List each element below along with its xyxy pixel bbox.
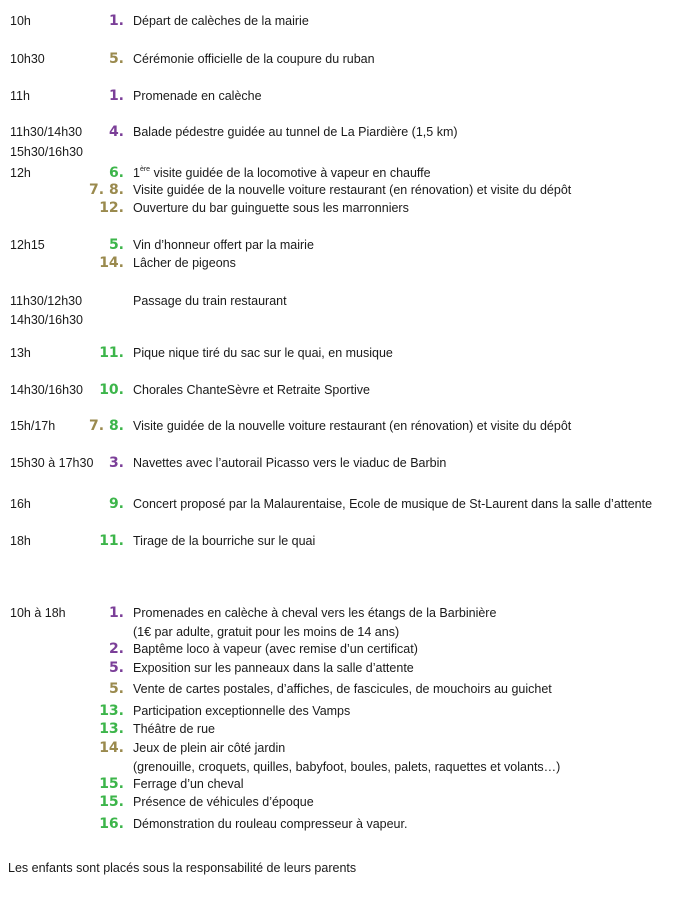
activity-number-part: 5. <box>108 51 124 67</box>
activity-description <box>133 346 393 361</box>
activity-number <box>34 383 124 398</box>
activity-number-part: 8. <box>108 418 124 434</box>
activity-text: Passage du train restaurant <box>133 294 287 308</box>
activity-number <box>34 419 124 434</box>
activity-text: Pique nique tiré du sac sur le quai, en musique <box>133 346 393 360</box>
activity-number <box>34 166 124 181</box>
activity-number-part: 7. <box>89 418 105 434</box>
activity-number-part: 5. <box>108 237 124 253</box>
schedule-time: 12h15 <box>10 238 45 252</box>
activity-description <box>133 642 418 657</box>
activity-number <box>34 346 124 361</box>
activity-number-part: 2. <box>108 641 124 657</box>
activity-number <box>34 741 124 756</box>
activity-description <box>133 497 652 512</box>
activity-description <box>133 456 446 471</box>
activity-description <box>133 777 243 792</box>
activity-number <box>34 795 124 810</box>
activity-text: Promenades en calèche à cheval vers les étangs de la Barbinière <box>133 606 497 620</box>
activity-text: Chorales ChanteSèvre et Retraite Sportive <box>133 383 370 397</box>
activity-text: Promenade en calèche <box>133 89 262 103</box>
activity-description <box>133 606 496 621</box>
activity-text: Présence de véhicules d’époque <box>133 795 314 809</box>
activity-text: Démonstration du rouleau compresseur à vapeur. <box>133 817 408 831</box>
schedule-time: 12h <box>10 166 31 180</box>
activity-description <box>133 89 262 104</box>
schedule-time: 15h/17h <box>10 419 56 433</box>
activity-text: Participation exceptionnelle des Vamps <box>133 704 351 718</box>
activity-number-part: 13. <box>99 721 124 737</box>
activity-description <box>133 760 560 775</box>
activity-number <box>34 125 124 140</box>
activity-number <box>34 14 124 29</box>
activity-number-part: 7. <box>89 182 105 198</box>
schedule-time: 14h30/16h30 <box>10 313 83 327</box>
schedule-time: 15h30 à 17h30 <box>10 456 94 470</box>
activity-number-part: 10. <box>99 382 124 398</box>
activity-number-part: 1. <box>108 88 124 104</box>
activity-number-part: 14. <box>99 255 124 271</box>
activity-description <box>133 661 414 676</box>
activity-description <box>133 183 571 198</box>
activity-number <box>34 89 124 104</box>
activity-text: Baptême loco à vapeur (avec remise d’un certificat) <box>133 642 418 656</box>
activity-description <box>133 125 458 140</box>
schedule-time: 16h <box>10 497 31 511</box>
activity-number <box>34 661 124 676</box>
activity-number-part: 9. <box>108 496 124 512</box>
activity-description <box>133 795 314 810</box>
activity-description <box>133 534 315 549</box>
activity-number <box>34 682 124 697</box>
schedule-time: 18h <box>10 534 31 548</box>
activity-number-part: 4. <box>108 124 124 140</box>
activity-number <box>34 606 124 621</box>
activity-description <box>133 238 314 253</box>
activity-number-part: 13. <box>99 703 124 719</box>
activity-description <box>133 817 407 832</box>
activity-number <box>34 722 124 737</box>
activity-description <box>133 294 287 309</box>
activity-number <box>34 817 124 832</box>
activity-text: Exposition sur les panneaux dans la salle d’attente <box>133 661 414 675</box>
activity-text: Jeux de plein air côté jardin <box>133 741 286 755</box>
activity-number-part: 11. <box>99 345 124 361</box>
schedule-time: 13h <box>10 346 31 360</box>
activity-description <box>133 383 370 398</box>
activity-text: Ferrage d’un cheval <box>133 777 244 791</box>
activity-description <box>133 14 309 29</box>
activity-number-part: 5. <box>108 681 124 697</box>
activity-number-part: 14. <box>99 740 124 756</box>
activity-description <box>133 722 215 737</box>
activity-text: visite guidée de la locomotive à vapeur en chauffe <box>153 166 431 180</box>
activity-number-part: 1. <box>108 605 124 621</box>
activity-text: Ouverture du bar guinguette sous les marronniers <box>133 201 409 215</box>
activity-text: Vente de cartes postales, d’affiches, de fascicules, de mouchoirs au guichet <box>133 682 552 696</box>
schedule-time: 11h30/14h30 <box>10 125 83 139</box>
activity-description <box>133 625 399 640</box>
schedule-time: 10h30 <box>10 52 45 66</box>
activity-description <box>133 419 571 434</box>
activity-number <box>34 497 124 512</box>
activity-number <box>34 777 124 792</box>
activity-text: Concert proposé par la Malaurentaise, Ecole de musique de St-Laurent dans la salle d’attente <box>133 497 653 511</box>
schedule-time: 11h30/12h30 <box>10 294 83 308</box>
activity-number-part: 15. <box>99 794 124 810</box>
activity-description <box>133 256 236 271</box>
activity-text: Visite guidée de la nouvelle voiture restaurant (en rénovation) et visite du dépôt <box>133 183 572 197</box>
activity-text: Tirage de la bourriche sur le quai <box>133 534 316 548</box>
activity-text: Théâtre de rue <box>133 722 215 736</box>
activity-number-part: 6. <box>108 165 124 181</box>
activity-text: Départ de calèches de la mairie <box>133 14 309 28</box>
ordinal-suffix: ère <box>139 166 151 173</box>
activity-number <box>34 256 124 271</box>
activity-number-part: 8. <box>108 182 124 198</box>
activity-number <box>34 704 124 719</box>
activity-text: Vin d’honneur offert par la mairie <box>133 238 314 252</box>
activity-text: Navettes avec l’autorail Picasso vers le viaduc de Barbin <box>133 456 447 470</box>
activity-number-part: 5. <box>108 660 124 676</box>
activity-text: Balade pédestre guidée au tunnel de La Piardière (1,5 km) <box>133 125 458 139</box>
activity-text: Lâcher de pigeons <box>133 256 236 270</box>
activity-number-part: 3. <box>108 455 124 471</box>
ordinal-number: 1 <box>133 166 140 180</box>
activity-number <box>34 534 124 549</box>
activity-text: (1€ par adulte, gratuit pour les moins de 14 ans) <box>133 625 400 639</box>
activity-description <box>133 166 431 181</box>
activity-description <box>133 704 350 719</box>
activity-number <box>34 201 124 216</box>
activity-number-part: 12. <box>99 200 124 216</box>
activity-number-part: 16. <box>99 816 124 832</box>
activity-number <box>34 456 124 471</box>
activity-number-part: 15. <box>99 776 124 792</box>
activity-description <box>133 201 409 216</box>
schedule-time: 11h <box>10 89 30 103</box>
schedule-time: 10h <box>10 14 31 28</box>
activity-description <box>133 741 285 756</box>
activity-number <box>34 183 124 198</box>
schedule-time: 15h30/16h30 <box>10 145 83 159</box>
activity-text: (grenouille, croquets, quilles, babyfoot, boules, palets, raquettes et volants…) <box>133 760 561 774</box>
activity-description <box>133 682 552 697</box>
activity-text: Cérémonie officielle de la coupure du ruban <box>133 52 375 66</box>
activity-number-part: 1. <box>108 13 124 29</box>
footer-note: Les enfants sont placés sous la responsabilité de leurs parents <box>8 861 357 875</box>
activity-text: Visite guidée de la nouvelle voiture restaurant (en rénovation) et visite du dépôt <box>133 419 572 433</box>
schedule-time: 14h30/16h30 <box>10 383 83 397</box>
activity-description <box>133 52 375 67</box>
activity-number-part: 11. <box>99 533 124 549</box>
activity-number <box>34 52 124 67</box>
activity-number <box>34 238 124 253</box>
schedule-time: 10h à 18h <box>10 606 66 620</box>
activity-number <box>34 642 124 657</box>
